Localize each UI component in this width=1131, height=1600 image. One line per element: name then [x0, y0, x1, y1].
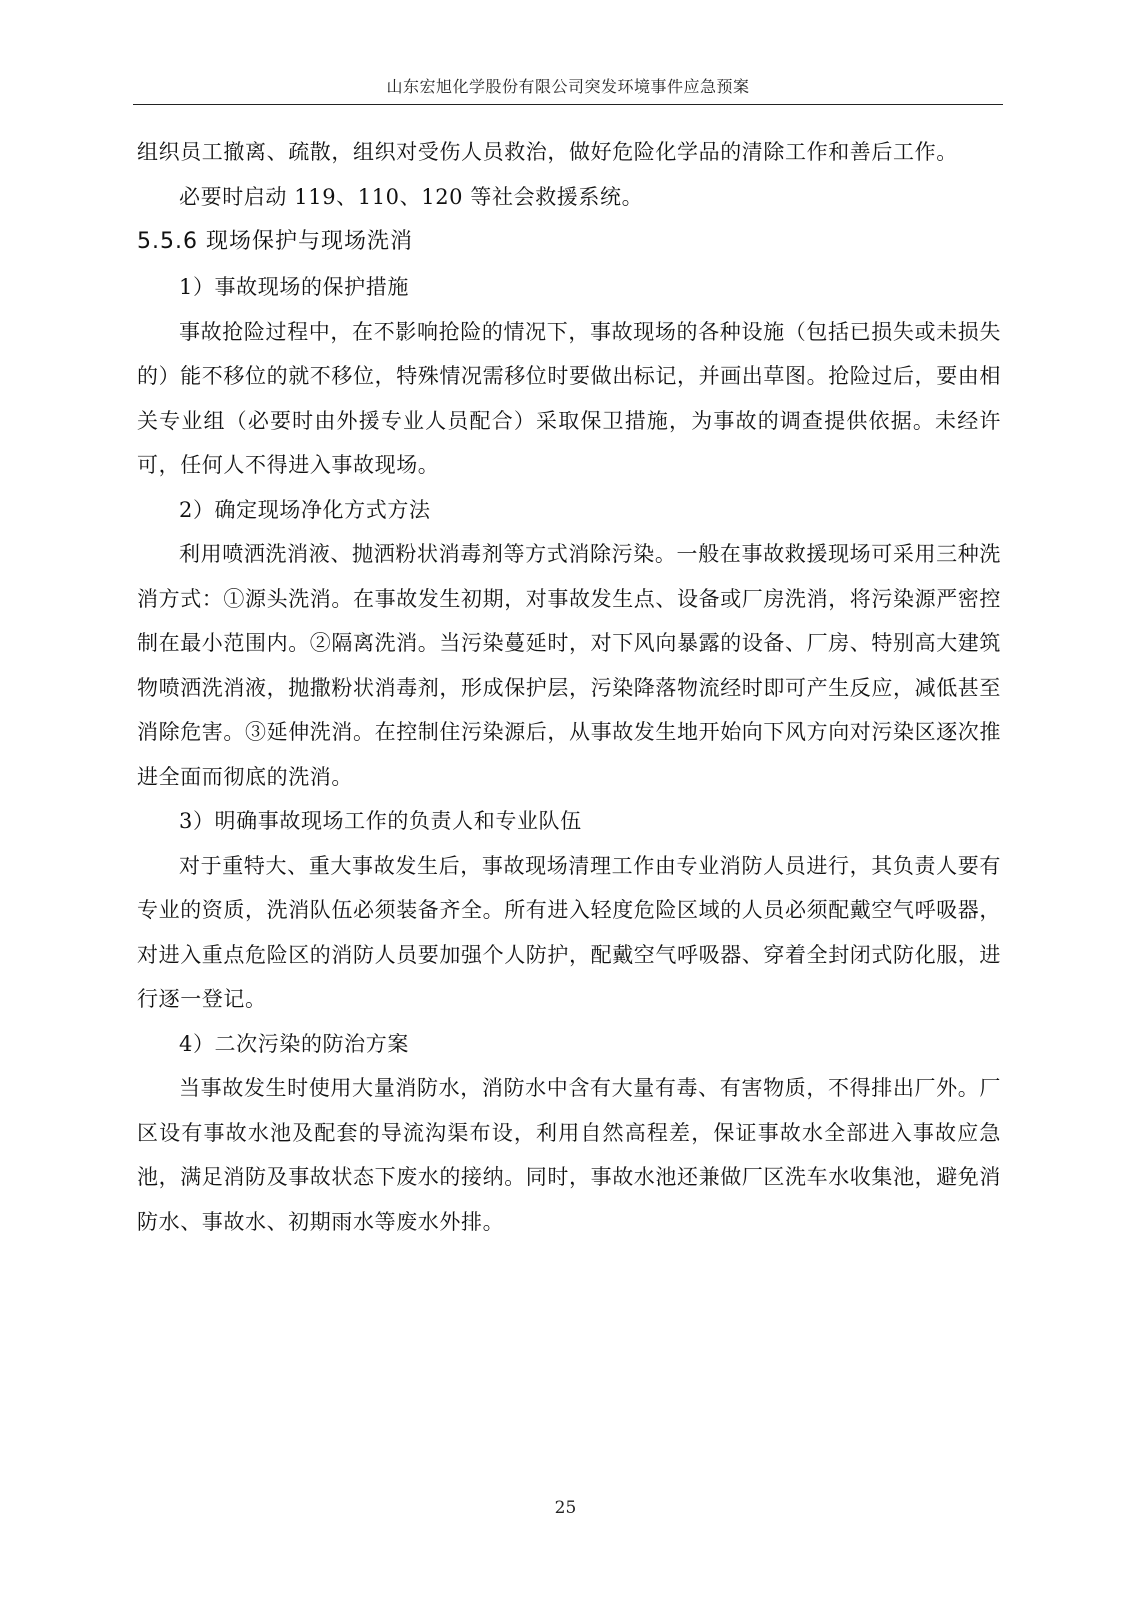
page-number: 25 — [554, 1498, 577, 1518]
subsection-title-responsible: 3）明确事故现场工作的负责人和专业队伍 — [179, 809, 582, 833]
subsection-title-decontamination: 2）确定现场净化方式方法 — [179, 497, 431, 522]
paragraph-evacuation: 组织员工撤离、疏散，组织对受伤人员救治，做好危险化学品的清除工作和善后工作。 — [137, 140, 958, 164]
page-body — [137, 130, 1001, 1244]
subsection-title-protection: 1）事故现场的保护措施 — [179, 275, 409, 299]
paragraph-protection: 事故抢险过程中，在不影响抢险的情况下，事故现场的各种设施（包括已损失或未损失的）能不移位的就不移位，特殊情况需移位时要做出标记，并画出草图。抢险过后，要由相关专业组（必要时由外援专业人员配合）采取保卫措施，为事故的调查提供依据。未经许可，任何人不得进入事故现场。 — [137, 319, 1001, 477]
section-heading: 5.5.6 现场保护与现场洗消 — [137, 229, 413, 254]
paragraph-decontamination: 利用喷洒洗消液、抛洒粉状消毒剂等方式消除污染。一般在事故救援现场可采用三种洗消方式：①源头洗消。在事故发生初期，对事故发生点、设备或厂房洗消，将污染源严密控制在最小范围内。②隔离洗消。当污染蔓延时，对下风向暴露的设备、厂房、特别高大建筑物喷洒洗消液，抛撒粉状消毒剂，形成保护层，污染降落物流经时即可产生反应，减低甚至消除危害。③延伸洗消。在控制住污染源后，从事故发生地开始向下风方向对污染区逐次推进全面而彻底的洗消。 — [137, 542, 1001, 789]
header-divider — [133, 104, 1003, 105]
paragraph-responsible: 对于重特大、重大事故发生后，事故现场清理工作由专业消防人员进行，其负责人要有专业的资质，洗消队伍必须装备齐全。所有进入轻度危险区域的人员必须配戴空气呼吸器，对进入重点危险区的消防人员要加强个人防护，配戴空气呼吸器、穿着全封闭式防化服，进行逐一登记。 — [137, 853, 1001, 1011]
paragraph-rescue-system: 必要时启动 119、110、120 等社会救援系统。 — [179, 184, 644, 209]
subsection-title-secondary-pollution: 4）二次污染的防治方案 — [179, 1031, 409, 1056]
page-header: 山东宏旭化学股份有限公司突发环境事件应急预案 — [386, 77, 750, 96]
paragraph-secondary-pollution: 当事故发生时使用大量消防水，消防水中含有大量有毒、有害物质，不得排出厂外。厂区设有事故水池及配套的导流沟渠布设，利用自然高程差，保证事故水全部进入事故应急池，满足消防及事故状态下废水的接纳。同时，事故水池还兼做厂区洗车水收集池，避免消防水、事故水、初期雨水等废水外排。 — [137, 1076, 1001, 1234]
